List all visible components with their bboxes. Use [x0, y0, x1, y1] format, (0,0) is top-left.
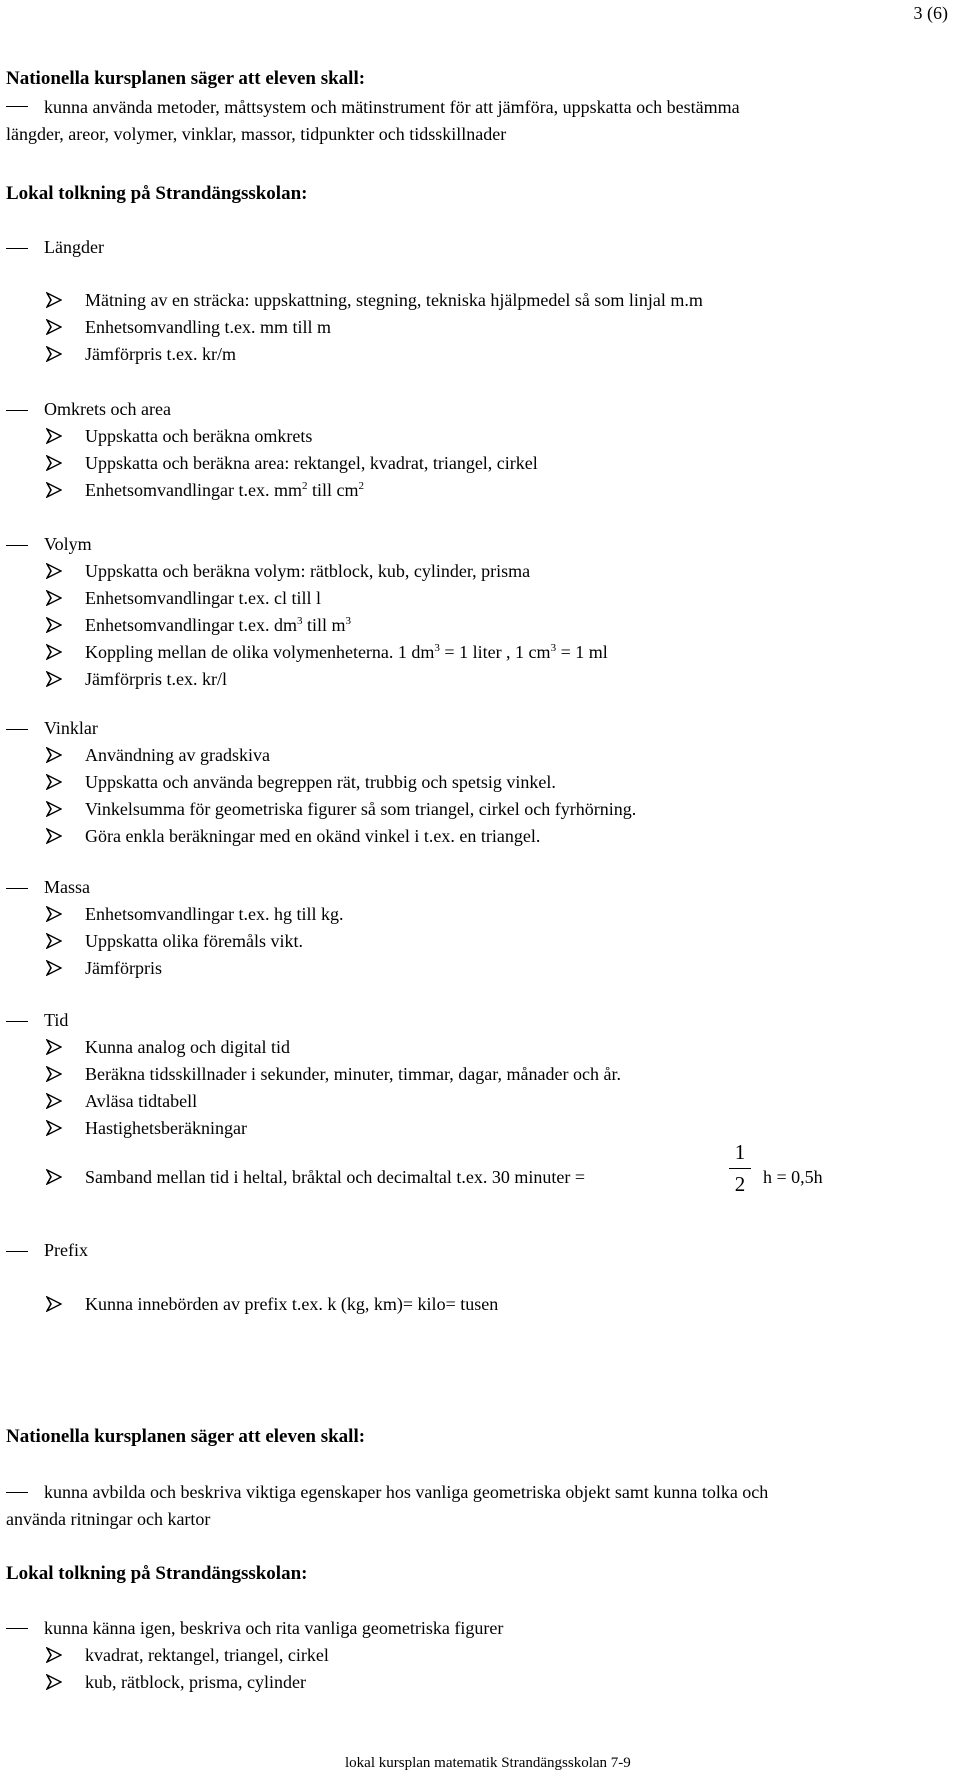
section1-heading: Nationella kursplanen säger att eleven skall: — [6, 68, 366, 89]
local-heading-1: Lokal tolkning på Strandängsskolan: — [6, 183, 308, 204]
list-item: Enhetsomvandlingar t.ex. $mm^2$ till $cm^2$ — [85, 480, 364, 500]
list-item: Samband mellan tid i heltal, bråktal och decimaltal t.ex. 30 minuter = — [85, 1167, 586, 1187]
topic-tid: Tid — [44, 1010, 69, 1030]
topic-omkrets: Omkrets och area — [44, 399, 171, 419]
fraction-numerator: 1 — [734, 1140, 746, 1164]
topic-massa: Massa — [44, 877, 90, 897]
arrow-bullet-icon — [46, 1066, 62, 1082]
list-item: Uppskatta och använda begreppen rät, trubbig och spetsig vinkel. — [85, 772, 556, 792]
arrow-bullet-icon — [46, 1674, 62, 1690]
page-number: 3 (6) — [913, 3, 948, 23]
topic-volym: Volym — [44, 534, 92, 554]
arrow-bullet-icon — [46, 906, 62, 922]
arrow-bullet-icon — [46, 960, 62, 976]
arrow-bullet-icon — [46, 1039, 62, 1055]
fraction-denominator: 2 — [734, 1172, 746, 1197]
list-item-tail: h = 0,5h — [763, 1167, 823, 1187]
dash-icon — [6, 545, 28, 546]
dash-icon — [6, 1492, 28, 1493]
arrow-bullet-icon — [46, 428, 62, 444]
section2-heading: Nationella kursplanen säger att eleven skall: — [6, 1426, 366, 1447]
list-item: Jämförpris — [85, 958, 162, 978]
list-item: Koppling mellan de olika volymenheterna. 1 $dm^3 = 1$ liter , 1 $cm^3 = 1$ ml — [85, 642, 608, 662]
arrow-bullet-icon — [46, 801, 62, 817]
dash-icon — [6, 410, 28, 411]
arrow-bullet-icon — [46, 1093, 62, 1109]
fraction-bar — [729, 1168, 751, 1169]
list-item: Jämförpris t.ex. kr/m — [85, 344, 236, 364]
arrow-bullet-icon — [46, 644, 62, 660]
goal-line-2: längder, areor, volymer, vinklar, massor, tidpunkter och tidsskillnader — [6, 124, 507, 144]
dash-icon — [6, 248, 28, 249]
list-item: Kunna analog och digital tid — [85, 1037, 290, 1057]
list-item: Avläsa tidtabell — [85, 1091, 198, 1111]
list-item: kvadrat, rektangel, triangel, cirkel — [85, 1645, 329, 1665]
dash-icon — [6, 729, 28, 730]
topic-line: kunna känna igen, beskriva och rita vanliga geometriska figurer — [44, 1618, 504, 1638]
topic-prefix: Prefix — [44, 1240, 88, 1260]
list-item: Mätning av en sträcka: uppskattning, stegning, tekniska hjälpmedel så som linjal m.m — [85, 290, 703, 310]
arrow-bullet-icon — [46, 563, 62, 579]
arrow-bullet-icon — [46, 455, 62, 471]
list-item: Enhetsomvandlingar t.ex. cl till l — [85, 588, 321, 608]
arrow-bullet-icon — [46, 828, 62, 844]
list-item: kub, rätblock, prisma, cylinder — [85, 1672, 306, 1692]
arrow-bullet-icon — [46, 774, 62, 790]
arrow-bullet-icon — [46, 319, 62, 335]
dash-icon — [6, 106, 28, 107]
arrow-bullet-icon — [46, 1120, 62, 1136]
list-item: Kunna innebörden av prefix t.ex. k (kg, km)= kilo= tusen — [85, 1294, 499, 1314]
arrow-bullet-icon — [46, 617, 62, 633]
topic-vinklar: Vinklar — [44, 718, 98, 738]
list-item: Uppskatta och beräkna omkrets — [85, 426, 313, 446]
topic-langder: Längder — [44, 237, 104, 257]
list-item: Uppskatta och beräkna volym: rätblock, kub, cylinder, prisma — [85, 561, 531, 581]
dash-icon — [6, 1021, 28, 1022]
dash-icon — [6, 888, 28, 889]
list-item: Uppskatta och beräkna area: rektangel, kvadrat, triangel, cirkel — [85, 453, 538, 473]
arrow-bullet-icon — [46, 590, 62, 606]
arrow-bullet-icon — [46, 346, 62, 362]
list-item: Enhetsomvandling t.ex. mm till m — [85, 317, 331, 337]
arrow-bullet-icon — [46, 482, 62, 498]
footer: lokal kursplan matematik Strandängsskolan 7-9 — [345, 1755, 631, 1771]
arrow-bullet-icon — [46, 1296, 62, 1312]
dash-icon — [6, 1251, 28, 1252]
goal-line-1: kunna avbilda och beskriva viktiga egenskaper hos vanliga geometriska objekt samt kunna tolka och — [44, 1482, 769, 1502]
list-item: Uppskatta olika föremåls vikt. — [85, 931, 303, 951]
dash-icon — [6, 1628, 28, 1629]
arrow-bullet-icon — [46, 933, 62, 949]
arrow-bullet-icon — [46, 292, 62, 308]
fraction — [729, 1142, 751, 1195]
list-item: Beräkna tidsskillnader i sekunder, minuter, timmar, dagar, månader och år. — [85, 1064, 621, 1084]
list-item: Enhetsomvandlingar t.ex. $dm^3$ till $m^3$ — [85, 615, 351, 635]
list-item: Jämförpris t.ex. kr/l — [85, 669, 227, 689]
arrow-bullet-icon — [46, 1169, 62, 1185]
goal-line-2: använda ritningar och kartor — [6, 1509, 211, 1529]
list-item: Vinkelsumma för geometriska figurer så som triangel, cirkel och fyrhörning. — [85, 799, 637, 819]
list-item: Göra enkla beräkningar med en okänd vinkel i t.ex. en triangel. — [85, 826, 541, 846]
arrow-bullet-icon — [46, 747, 62, 763]
list-item: Hastighetsberäkningar — [85, 1118, 247, 1138]
local-heading-2: Lokal tolkning på Strandängsskolan: — [6, 1563, 308, 1584]
goal-line-1: kunna använda metoder, måttsystem och mätinstrument för att jämföra, uppskatta och bestämma — [44, 97, 740, 117]
list-item: Användning av gradskiva — [85, 745, 270, 765]
list-item: Enhetsomvandlingar t.ex. hg till kg. — [85, 904, 344, 924]
arrow-bullet-icon — [46, 1647, 62, 1663]
arrow-bullet-icon — [46, 671, 62, 687]
